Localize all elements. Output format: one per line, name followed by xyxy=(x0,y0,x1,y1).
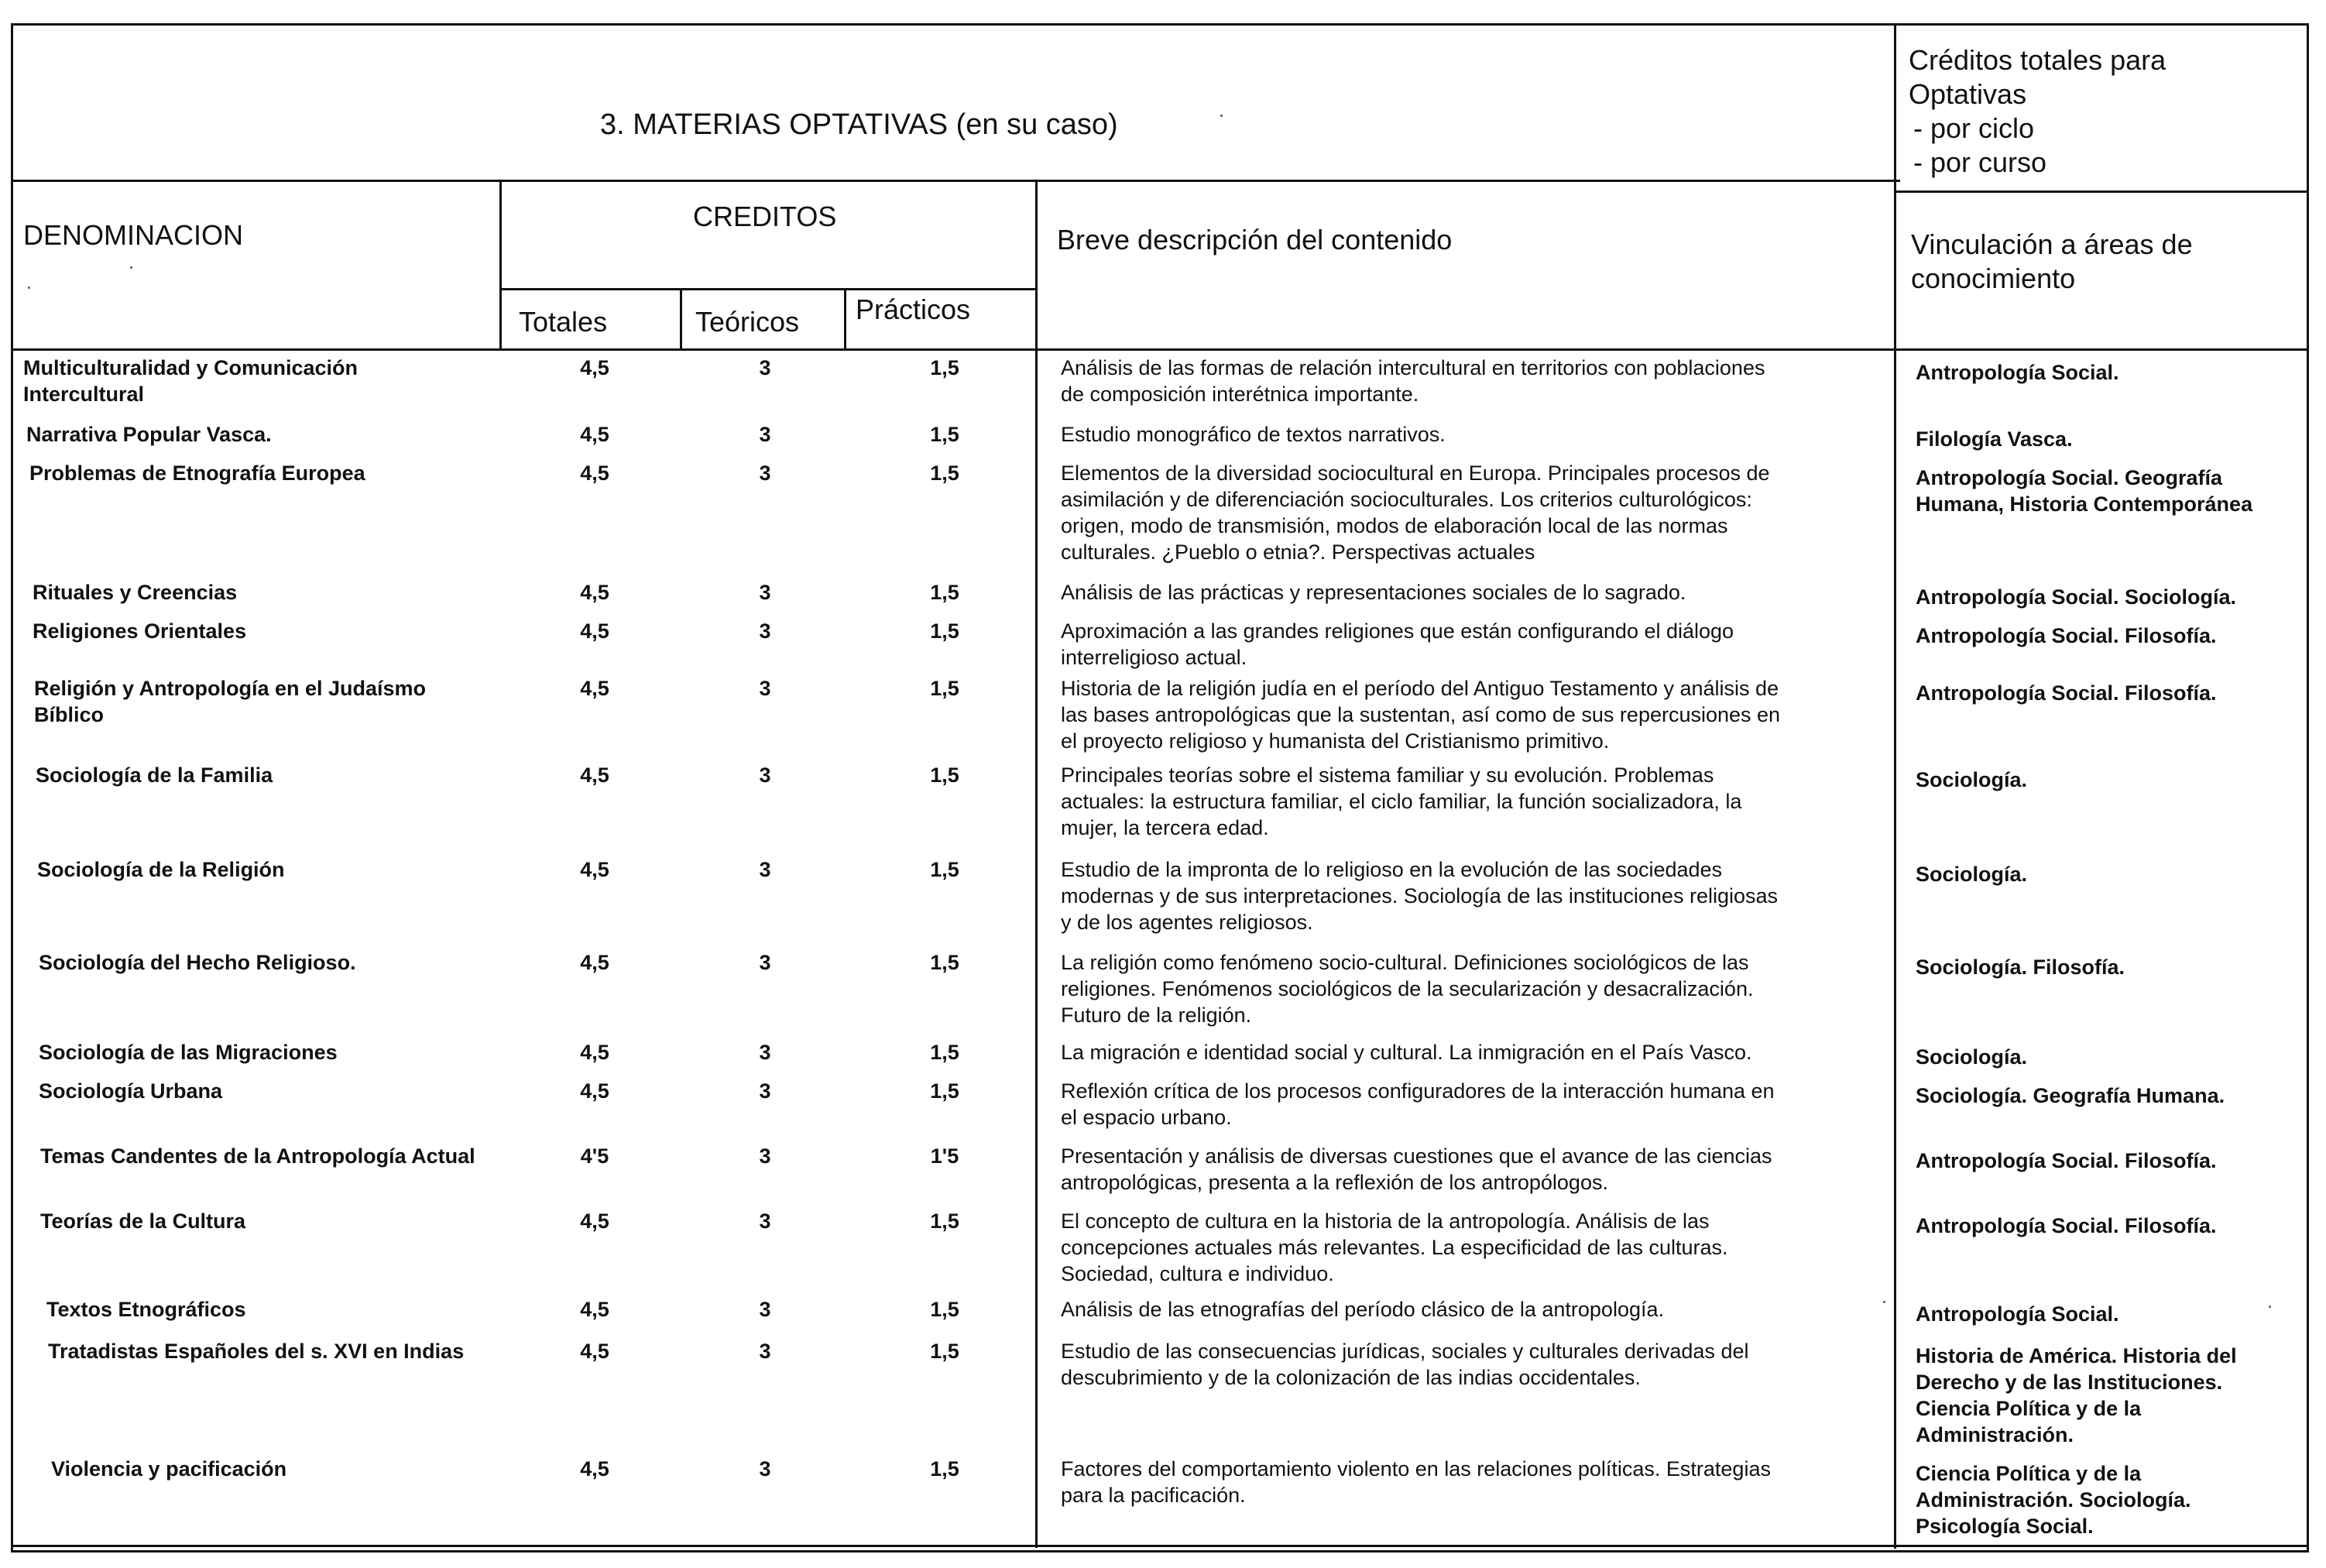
course-name-line: Religiones Orientales xyxy=(33,619,247,643)
knowledge-area-line: Sociología. xyxy=(1916,863,2028,886)
course-description-line: Elementos de la diversidad sociocultural en Europa. Principales procesos de xyxy=(1061,461,1770,485)
course-name xyxy=(39,1078,222,1104)
total-credits-line: Créditos totales para xyxy=(1909,44,2166,76)
credits-practicos: 1,5 xyxy=(930,1340,959,1363)
course-description-line: Factores del comportamiento violento en las relaciones políticas. Estrategias xyxy=(1061,1457,1771,1481)
col-header-denominacion: DENOMINACION xyxy=(23,219,244,251)
course-description-line: Análisis de las etnografías del período clásico de la antropología. xyxy=(1061,1298,1664,1321)
col-header-vinculacion-line: Vinculación a áreas de xyxy=(1911,228,2193,260)
course-name-line: Religión y Antropología en el Judaísmo xyxy=(34,677,427,700)
course-description-line: concepciones actuales más relevantes. La especificidad de las culturas. xyxy=(1061,1236,1728,1259)
knowledge-area xyxy=(1916,584,2256,610)
scan-speck xyxy=(130,266,132,269)
course-description xyxy=(1061,762,1874,841)
section-title xyxy=(600,107,1118,142)
course-name-line: Narrativa Popular Vasca. xyxy=(26,423,272,446)
knowledge-area xyxy=(1916,426,2256,452)
knowledge-area-line: Antropología Social. xyxy=(1916,361,2119,384)
knowledge-area xyxy=(1916,623,2256,649)
credits-totales: 4,5 xyxy=(580,423,609,446)
credits-teoricos: 3 xyxy=(759,1298,771,1321)
course-name xyxy=(33,579,237,606)
course-description xyxy=(1061,1039,1874,1065)
course-description-line: Historia de la religión judía en el período del Antiguo Testamento y análisis de xyxy=(1061,677,1779,700)
col-header-vinculacion xyxy=(1911,228,2193,296)
course-name-line: Intercultural xyxy=(23,383,145,406)
course-description-line: religiones. Fenómenos sociológicos de la secularización y desacralización. xyxy=(1061,977,1754,1000)
knowledge-area xyxy=(1916,465,2256,517)
knowledge-area xyxy=(1916,1044,2256,1070)
rule-col-vinculacion xyxy=(1894,23,1896,1549)
course-description-line: Aproximación a las grandes religiones que están configurando el diálogo xyxy=(1061,619,1734,643)
knowledge-area-line: Antropología Social. Filosofía. xyxy=(1916,681,2217,705)
course-name xyxy=(48,1338,464,1364)
credits-teoricos: 3 xyxy=(759,1079,771,1103)
course-name-line: Violencia y pacificación xyxy=(51,1457,287,1481)
credits-teoricos: 3 xyxy=(759,1457,771,1481)
course-description-line: el espacio urbano. xyxy=(1061,1106,1232,1129)
knowledge-area-line: Sociología. Geografía Humana. xyxy=(1916,1084,2225,1107)
course-description-line: modernas y de sus interpretaciones. Sociología de las instituciones religiosas xyxy=(1061,884,1779,908)
credits-practicos: 1,5 xyxy=(930,356,959,379)
total-credits-line: - por curso xyxy=(1913,146,2047,178)
credits-totales: 4,5 xyxy=(580,1079,609,1103)
credits-totales: 4,5 xyxy=(580,677,609,700)
course-description-line: actuales: la estructura familiar, el ciclo familiar, la función socializadora, la xyxy=(1061,790,1742,813)
course-name-line: Bíblico xyxy=(34,703,105,726)
knowledge-area-line: Derecho y de las Instituciones. xyxy=(1916,1371,2223,1394)
rule-col-descripcion xyxy=(1035,181,1038,1548)
course-name-line: Rituales y Creencias xyxy=(33,581,238,604)
credits-teoricos: 3 xyxy=(759,1144,771,1168)
credits-practicos: 1,5 xyxy=(930,858,959,881)
credits-teoricos: 3 xyxy=(759,619,771,643)
credits-practicos: 1,5 xyxy=(930,423,959,446)
course-name xyxy=(51,1456,286,1482)
course-description-line: antropológicas, presenta a la reflexión de los antropólogos. xyxy=(1061,1171,1608,1194)
course-name-line: Sociología Urbana xyxy=(39,1079,223,1103)
knowledge-area xyxy=(1916,680,2256,706)
course-description-line: las bases antropológicas que la sustentan, así como de sus repercusiones en xyxy=(1061,703,1781,726)
col-header-teoricos: Teóricos xyxy=(695,306,800,338)
knowledge-area xyxy=(1916,861,2256,887)
course-name xyxy=(34,675,426,728)
knowledge-area-line: Humana, Historia Contemporánea xyxy=(1916,492,2253,516)
knowledge-area xyxy=(1916,359,2256,386)
course-description xyxy=(1061,675,1874,754)
col-header-totales: Totales xyxy=(519,306,608,338)
course-description-line: Estudio de la impronta de lo religioso en la evolución de las sociedades xyxy=(1061,858,1723,881)
course-name-line: Sociología de las Migraciones xyxy=(39,1041,338,1064)
knowledge-area-line: Sociología. Filosofía. xyxy=(1916,956,2125,979)
credits-practicos: 1,5 xyxy=(930,619,959,643)
course-description-line: origen, modo de transmisión, modos de elaboración local de las normas xyxy=(1061,514,1728,537)
credits-totales: 4,5 xyxy=(580,1340,609,1363)
scan-speck xyxy=(2269,1306,2271,1308)
rule-under-title-right xyxy=(1895,190,2309,193)
course-name-line: Problemas de Etnografía Europea xyxy=(29,461,365,485)
knowledge-area xyxy=(1916,1148,2256,1174)
credits-totales: 4,5 xyxy=(580,763,609,787)
credits-totales: 4,5 xyxy=(580,356,609,379)
total-credits-line: Optativas xyxy=(1909,78,2027,110)
course-name xyxy=(29,460,365,486)
credits-practicos: 1,5 xyxy=(930,951,959,974)
col-header-creditos: CREDITOS xyxy=(693,201,837,232)
course-name-line: Sociología de la Religión xyxy=(37,858,285,881)
rule-under-title xyxy=(11,180,1900,182)
section-title-text: 3. MATERIAS OPTATIVAS (en su caso) xyxy=(600,108,1118,141)
knowledge-area-line: Antropología Social. Filosofía. xyxy=(1916,624,2217,647)
course-name xyxy=(40,1143,475,1169)
course-description-line: descubrimiento y de la colonización de las indias occidentales. xyxy=(1061,1366,1641,1389)
credits-teoricos: 3 xyxy=(759,951,771,974)
credits-totales: 4,5 xyxy=(580,461,609,485)
course-description xyxy=(1061,421,1874,448)
course-description xyxy=(1061,579,1874,606)
course-name xyxy=(23,355,358,407)
course-name xyxy=(33,618,246,644)
credits-totales: 4,5 xyxy=(580,1457,609,1481)
rule-col-teoricos xyxy=(680,290,682,350)
credits-teoricos: 3 xyxy=(759,581,771,604)
course-name-line: Temas Candentes de la Antropología Actual xyxy=(40,1144,475,1168)
course-description-line: el proyecto religioso y humanista del Cristianismo primitivo. xyxy=(1061,729,1610,753)
course-description-line: Presentación y análisis de diversas cuestiones que el avance de las ciencias xyxy=(1061,1144,1772,1168)
credits-practicos: 1'5 xyxy=(930,1144,959,1168)
course-description-line: mujer, la tercera edad. xyxy=(1061,816,1269,839)
credits-totales: 4,5 xyxy=(580,581,609,604)
knowledge-area xyxy=(1916,1343,2256,1448)
credits-totales: 4,5 xyxy=(580,951,609,974)
course-description-line: La migración e identidad social y cultural. La inmigración en el País Vasco. xyxy=(1061,1041,1752,1064)
course-description xyxy=(1061,460,1874,565)
course-description-line: Análisis de las prácticas y representaciones sociales de lo sagrado. xyxy=(1061,581,1686,604)
knowledge-area xyxy=(1916,1083,2256,1109)
credits-totales: 4,5 xyxy=(580,1298,609,1321)
knowledge-area-line: Ciencia Política y de la xyxy=(1916,1397,2142,1420)
credits-totales: 4,5 xyxy=(580,1041,609,1064)
rule-bottom xyxy=(11,1545,2309,1547)
credits-practicos: 1,5 xyxy=(930,461,959,485)
course-name xyxy=(40,1208,245,1234)
course-description-line: La religión como fenómeno socio-cultural. Definiciones sociológicos de las xyxy=(1061,951,1749,974)
course-description-line: Sociedad, cultura e individuo. xyxy=(1061,1262,1334,1285)
credits-practicos: 1,5 xyxy=(930,1457,959,1481)
knowledge-area-line: Ciencia Política y de la xyxy=(1916,1462,2142,1485)
credits-practicos: 1,5 xyxy=(930,581,959,604)
credits-totales: 4'5 xyxy=(580,1144,609,1168)
course-description xyxy=(1061,949,1874,1028)
course-name-line: Textos Etnográficos xyxy=(46,1298,246,1321)
credits-teoricos: 3 xyxy=(759,356,771,379)
knowledge-area-line: Antropología Social. Sociología. xyxy=(1916,585,2237,609)
total-credits-label xyxy=(1909,43,2166,180)
course-description xyxy=(1061,856,1874,935)
course-description-line: asimilación y de diferenciación socioculturales. Los criterios culturológicos: xyxy=(1061,488,1752,511)
credits-teoricos: 3 xyxy=(759,1209,771,1233)
knowledge-area-line: Historia de América. Historia del xyxy=(1916,1344,2237,1367)
credits-teoricos: 3 xyxy=(759,1340,771,1363)
knowledge-area xyxy=(1916,954,2256,980)
credits-teoricos: 3 xyxy=(759,763,771,787)
knowledge-area-line: Administración. Sociología. xyxy=(1916,1488,2191,1511)
knowledge-area xyxy=(1916,1213,2256,1239)
course-name-line: Multiculturalidad y Comunicación xyxy=(23,356,359,379)
knowledge-area-line: Administración. xyxy=(1916,1423,2074,1446)
scan-speck xyxy=(28,286,30,289)
rule-col-totales xyxy=(499,181,502,350)
course-description-line: para la pacificación. xyxy=(1061,1484,1246,1507)
credits-teoricos: 3 xyxy=(759,858,771,881)
knowledge-area xyxy=(1916,1460,2256,1539)
course-name-line: Sociología de la Familia xyxy=(36,763,273,787)
col-header-vinculacion-line: conocimiento xyxy=(1911,262,2076,294)
credits-practicos: 1,5 xyxy=(930,1209,959,1233)
credits-teoricos: 3 xyxy=(759,1041,771,1064)
credits-practicos: 1,5 xyxy=(930,677,959,700)
course-description-line: Reflexión crítica de los procesos configuradores de la interacción humana en xyxy=(1061,1079,1775,1103)
knowledge-area-line: Sociología. xyxy=(1916,1045,2028,1069)
credits-practicos: 1,5 xyxy=(930,763,959,787)
course-name-line: Tratadistas Españoles del s. XVI en Indias xyxy=(48,1340,465,1363)
credits-teoricos: 3 xyxy=(759,423,771,446)
course-description xyxy=(1061,1456,1874,1508)
course-description-line: de composición interétnica importante. xyxy=(1061,383,1419,406)
course-description-line: interreligioso actual. xyxy=(1061,646,1247,669)
credits-practicos: 1,5 xyxy=(930,1041,959,1064)
credits-teoricos: 3 xyxy=(759,677,771,700)
rule-under-header xyxy=(11,348,2309,351)
course-description-line: culturales. ¿Pueblo o etnia?. Perspectivas actuales xyxy=(1061,540,1535,564)
knowledge-area xyxy=(1916,1301,2256,1327)
course-name-line: Sociología del Hecho Religioso. xyxy=(39,951,356,974)
course-description xyxy=(1061,355,1874,407)
course-name xyxy=(46,1296,246,1323)
scan-speck xyxy=(1883,1301,1885,1303)
credits-practicos: 1,5 xyxy=(930,1079,959,1103)
course-name xyxy=(37,856,285,883)
credits-practicos: 1,5 xyxy=(930,1298,959,1321)
col-header-practicos: Prácticos xyxy=(856,293,971,325)
course-description xyxy=(1061,1078,1874,1131)
col-header-descripcion: Breve descripción del contenido xyxy=(1057,224,1453,256)
knowledge-area-line: Psicología Social. xyxy=(1916,1515,2094,1538)
knowledge-area-line: Antropología Social. Geografía xyxy=(1916,466,2223,489)
course-description-line: El concepto de cultura en la historia de la antropología. Análisis de las xyxy=(1061,1209,1710,1233)
course-description xyxy=(1061,1338,1874,1391)
course-description-line: Estudio de las consecuencias jurídicas, sociales y culturales derivadas del xyxy=(1061,1340,1749,1363)
course-description xyxy=(1061,618,1874,671)
knowledge-area-line: Antropología Social. Filosofía. xyxy=(1916,1149,2217,1172)
course-name xyxy=(39,1039,338,1065)
course-description xyxy=(1061,1296,1874,1323)
course-description-line: Análisis de las formas de relación intercultural en territorios con poblaciones xyxy=(1061,356,1765,379)
total-credits-line: - por ciclo xyxy=(1913,112,2035,144)
course-name xyxy=(36,762,273,788)
course-name-line: Teorías de la Cultura xyxy=(40,1209,246,1233)
credits-totales: 4,5 xyxy=(580,619,609,643)
credits-totales: 4,5 xyxy=(580,858,609,881)
course-name xyxy=(39,949,356,976)
rule-col-practicos xyxy=(844,290,846,350)
knowledge-area-line: Antropología Social. xyxy=(1916,1302,2119,1326)
course-description-line: Futuro de la religión. xyxy=(1061,1004,1252,1027)
course-name xyxy=(26,421,272,448)
course-description-line: Principales teorías sobre el sistema familiar y su evolución. Problemas xyxy=(1061,763,1714,787)
credits-totales: 4,5 xyxy=(580,1209,609,1233)
course-description xyxy=(1061,1143,1874,1196)
course-description-line: y de los agentes religiosos. xyxy=(1061,911,1313,934)
rule-under-creditos xyxy=(501,288,1035,290)
course-description xyxy=(1061,1208,1874,1287)
scan-speck xyxy=(1220,115,1223,117)
course-description-line: Estudio monográfico de textos narrativos. xyxy=(1061,423,1446,446)
knowledge-area-line: Filología Vasca. xyxy=(1916,427,2073,451)
credits-teoricos: 3 xyxy=(759,461,771,485)
knowledge-area xyxy=(1916,767,2256,793)
knowledge-area-line: Antropología Social. Filosofía. xyxy=(1916,1214,2217,1237)
knowledge-area-line: Sociología. xyxy=(1916,768,2028,791)
